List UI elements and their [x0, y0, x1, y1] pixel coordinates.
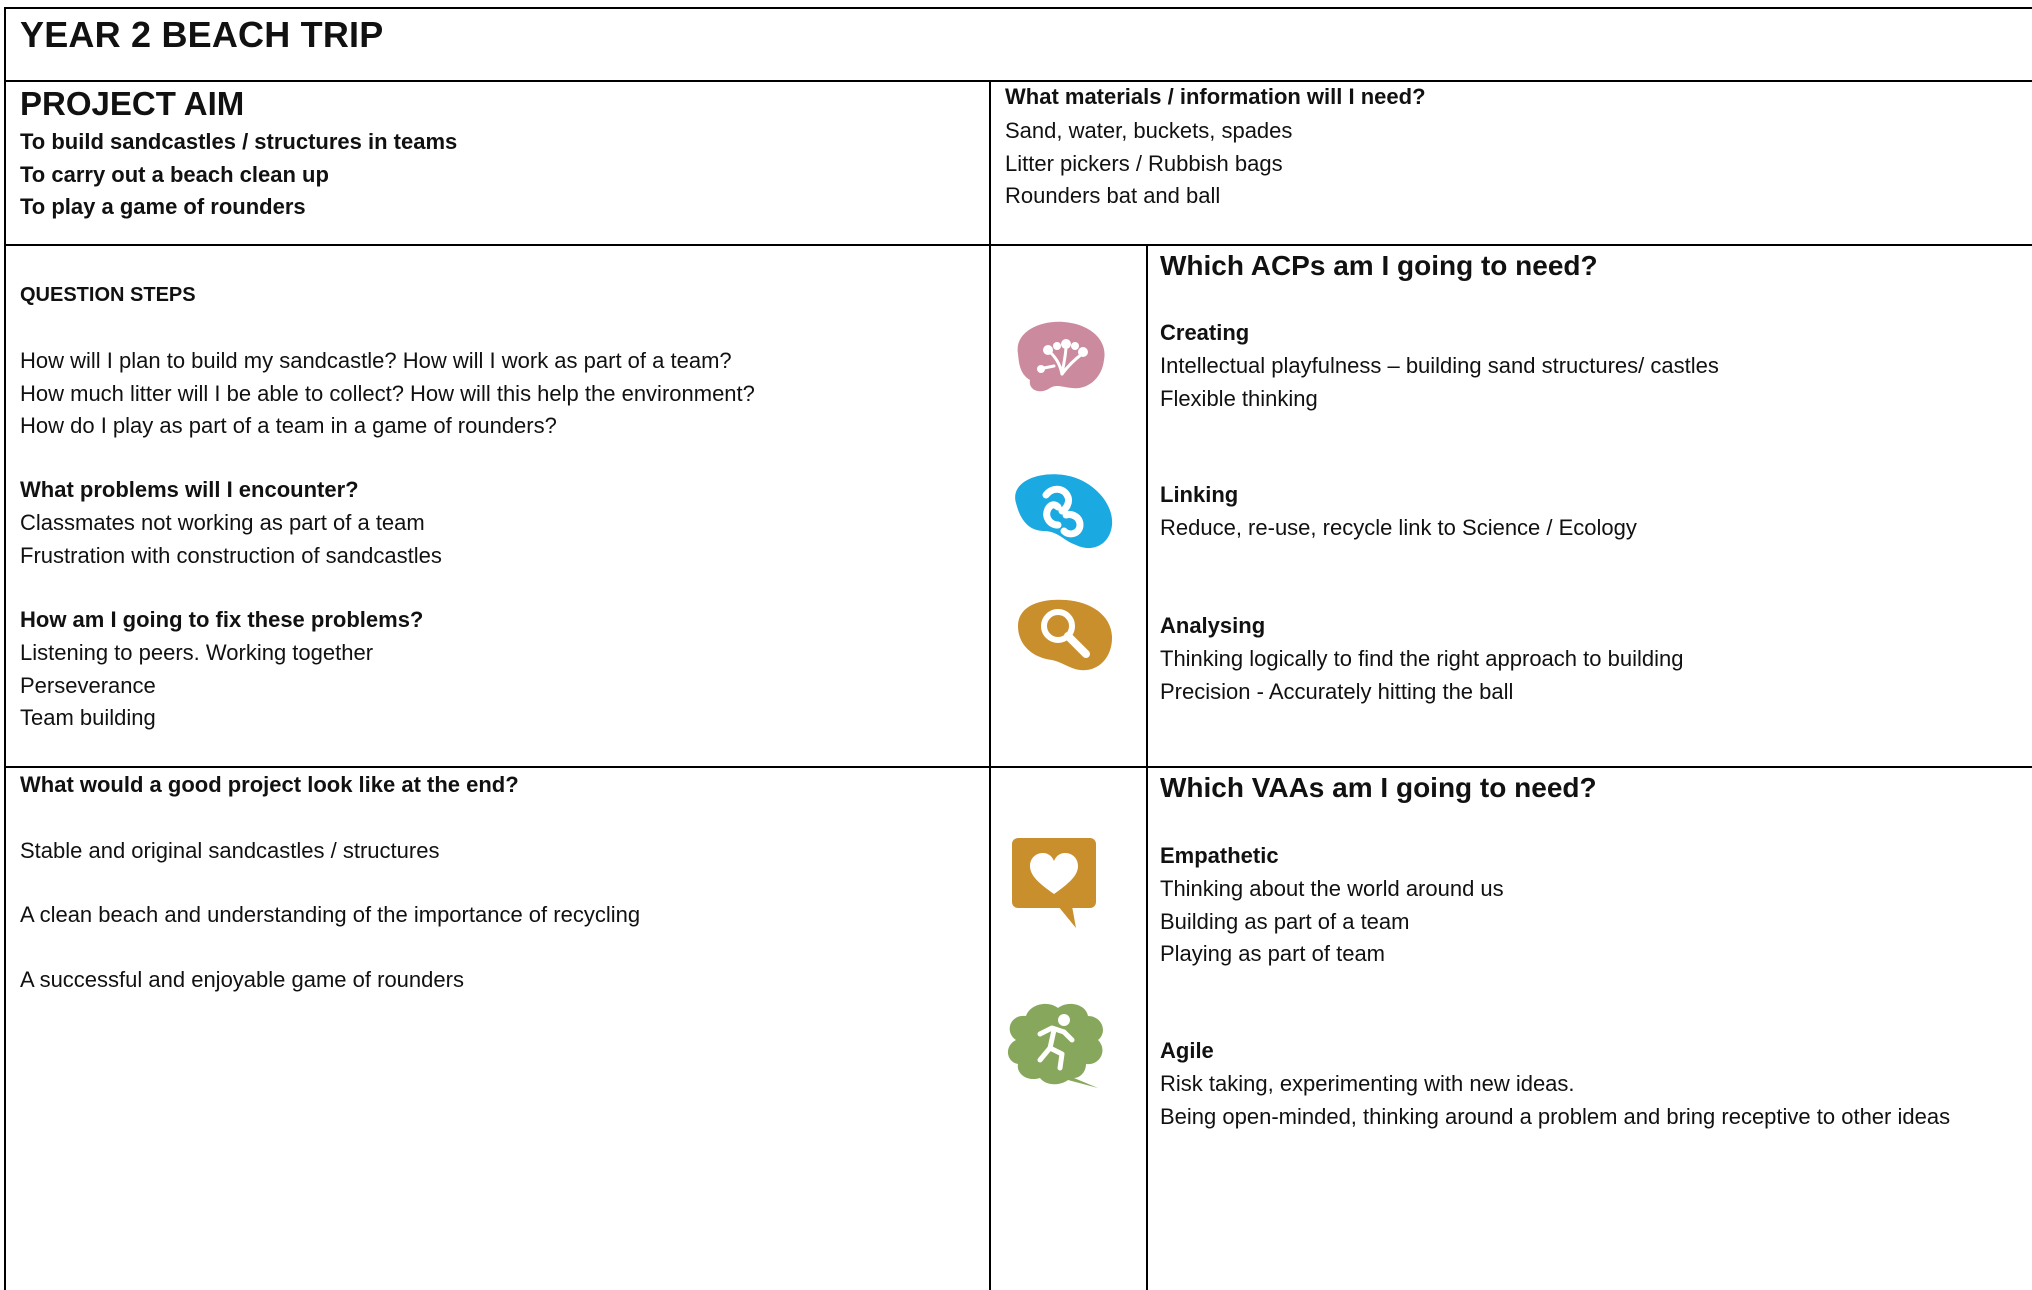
vaa-agile-label: Agile — [1160, 1038, 1214, 1063]
acp-linking-label: Linking — [1160, 482, 1239, 507]
vaa-empathetic-list — [1160, 873, 1504, 971]
acp-creating-line: Flexible thinking — [1160, 385, 1318, 411]
acp-creating-label: Creating — [1160, 320, 1250, 345]
column-divider-icons — [1146, 244, 1148, 1290]
question-steps-list — [20, 345, 755, 443]
acp-analysing-list — [1160, 643, 1683, 708]
good-project-item: Stable and original sandcastles / structures — [20, 838, 440, 863]
good-project-heading: What would a good project look like at the end? — [20, 772, 519, 797]
good-project-item: A successful and enjoyable game of rounders — [20, 967, 464, 992]
border-left — [4, 7, 6, 1290]
acp-creating-list — [1160, 350, 1719, 415]
acp-linking-list — [1160, 512, 1637, 545]
vaa-empathetic-line: Playing as part of team — [1160, 941, 1386, 966]
fix-heading: How am I going to fix these problems? — [20, 607, 424, 632]
fix-list — [20, 637, 373, 735]
fix-line: Perseverance — [20, 672, 156, 698]
border-top — [4, 7, 2032, 9]
project-aim-list — [20, 126, 457, 224]
good-project-item: A clean beach and understanding of the importance of recycling — [20, 902, 641, 927]
materials-heading: What materials / information will I need? — [1005, 84, 1426, 109]
divider-title — [4, 80, 2032, 82]
question-line: How much litter will I be able to collect? How will this help the environment? — [20, 380, 755, 406]
vaa-empathetic-line: Thinking about the world around us — [1160, 876, 1504, 901]
materials-line: Sand, water, buckets, spades — [1005, 118, 1293, 143]
vaa-empathetic-line: Building as part of a team — [1160, 908, 1410, 934]
vaa-agile-list — [1160, 1068, 2000, 1133]
acp-analysing-label: Analysing — [1160, 613, 1266, 638]
vaa-empathetic-label: Empathetic — [1160, 843, 1279, 868]
acp-analysing-line: Precision - Accurately hitting the ball — [1160, 678, 1514, 704]
materials-line: Litter pickers / Rubbish bags — [1005, 150, 1283, 176]
divider-aim — [4, 244, 2032, 246]
acps-heading: Which ACPs am I going to need? — [1160, 250, 1598, 281]
project-aim-line: To play a game of rounders — [20, 194, 306, 219]
materials-line: Rounders bat and ball — [1005, 183, 1221, 208]
fix-line: Team building — [20, 705, 156, 730]
divider-middle — [4, 766, 2032, 768]
problems-list — [20, 507, 442, 572]
vaas-heading: Which VAAs am I going to need? — [1160, 772, 1597, 803]
heart-speech-icon — [1010, 836, 1100, 930]
project-aim-line: To carry out a beach clean up — [20, 161, 329, 187]
chain-link-icon — [1006, 469, 1118, 553]
question-line: How will I plan to build my sandcastle? How will I work as part of a team? — [20, 348, 732, 373]
project-aim-line: To build sandcastles / structures in teams — [20, 129, 458, 154]
vaa-agile-line: Being open-minded, thinking around a problem and bring receptive to other ideas — [1160, 1103, 1951, 1129]
problem-line: Frustration with construction of sandcastles — [20, 542, 442, 568]
vaa-agile-line: Risk taking, experimenting with new ideas. — [1160, 1071, 1575, 1096]
problem-line: Classmates not working as part of a team — [20, 510, 425, 535]
brain-sprout-icon — [1010, 318, 1112, 396]
page-title: YEAR 2 BEACH TRIP — [20, 14, 384, 55]
acp-linking-line: Reduce, re-use, recycle link to Science / Ecology — [1160, 515, 1637, 540]
project-aim-heading: PROJECT AIM — [20, 85, 245, 122]
acp-creating-line: Intellectual playfulness – building sand structures/ castles — [1160, 353, 1719, 378]
question-steps-heading: QUESTION STEPS — [20, 284, 196, 306]
problems-heading: What problems will I encounter? — [20, 477, 359, 502]
column-divider-left — [989, 80, 991, 1290]
magnifier-icon — [1012, 596, 1116, 674]
fix-line: Listening to peers. Working together — [20, 640, 374, 665]
question-line: How do I play as part of a team in a game of rounders? — [20, 413, 557, 438]
running-figure-cloud-icon — [1002, 1000, 1110, 1090]
materials-list — [1005, 115, 1292, 213]
acp-analysing-line: Thinking logically to find the right approach to building — [1160, 646, 1684, 671]
